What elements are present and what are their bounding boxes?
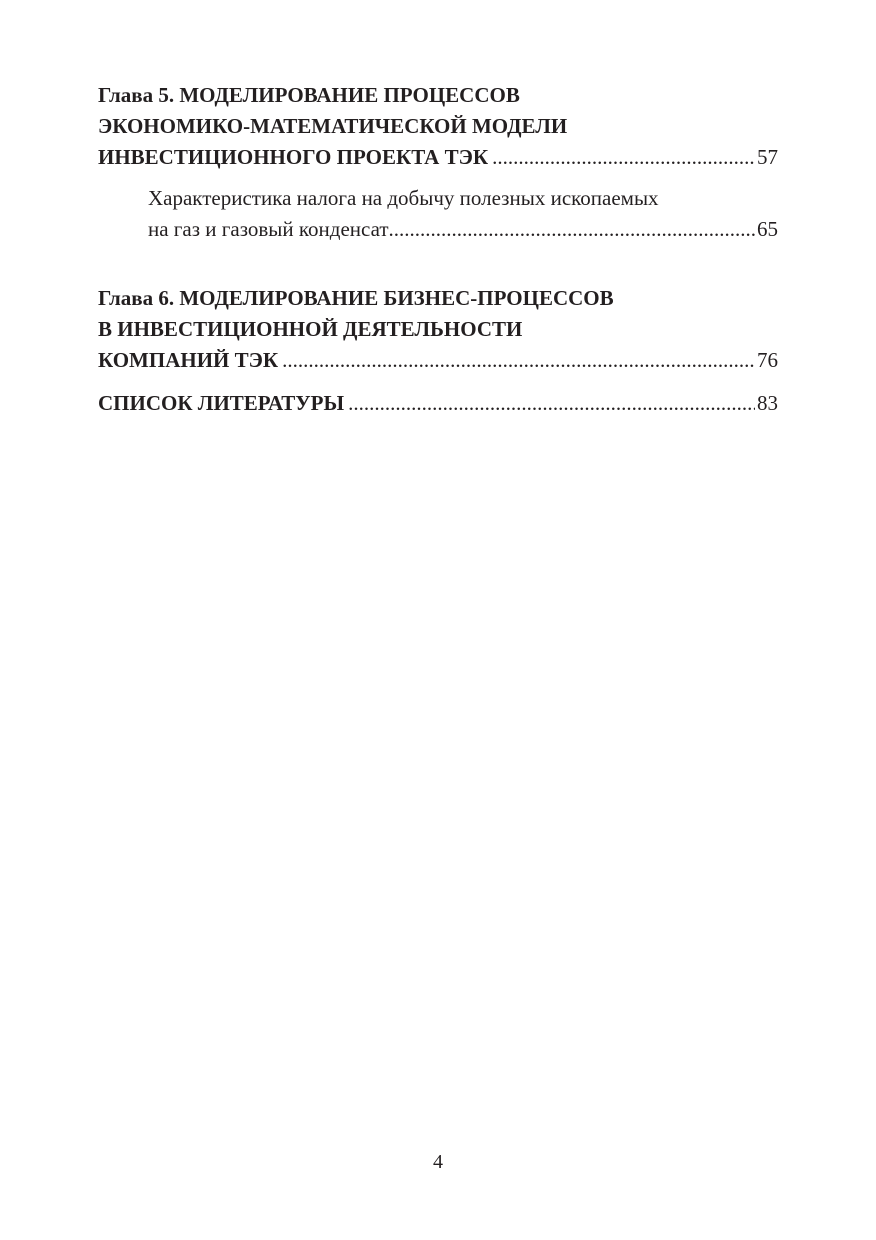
dot-leader bbox=[492, 142, 755, 173]
toc-entry-title-line: КОМПАНИЙ ТЭК bbox=[98, 348, 279, 372]
toc-entry-references[interactable] bbox=[98, 388, 778, 419]
toc-entry-title-line: ИНВЕСТИЦИОННОГО ПРОЕКТА ТЭК bbox=[98, 145, 489, 169]
toc-page-number: 65 bbox=[757, 217, 778, 241]
toc-entry-title-line: ЭКОНОМИКО-МАТЕМАТИЧЕСКОЙ МОДЕЛИ bbox=[98, 114, 568, 138]
toc-entry-last-line bbox=[148, 214, 778, 245]
toc-page-number: 76 bbox=[757, 348, 778, 372]
toc-entry-title-line: Глава 5. МОДЕЛИРОВАНИЕ ПРОЦЕССОВ bbox=[98, 83, 520, 107]
toc-entry-last-line bbox=[98, 142, 778, 173]
toc-page-number: 83 bbox=[757, 391, 778, 415]
page-number: 4 bbox=[433, 1151, 443, 1173]
toc-entry-last-line bbox=[98, 345, 778, 376]
toc-entry-title-line: Глава 6. МОДЕЛИРОВАНИЕ БИЗНЕС-ПРОЦЕССОВ bbox=[98, 286, 614, 310]
toc-entry-subsection-nddpi[interactable] bbox=[98, 183, 778, 245]
dot-leader bbox=[389, 214, 755, 245]
toc-entry-title-line: В ИНВЕСТИЦИОННОЙ ДЕЯТЕЛЬНОСТИ bbox=[98, 317, 523, 341]
table-of-contents bbox=[98, 80, 778, 419]
dot-leader bbox=[348, 388, 755, 419]
toc-entry-last-line bbox=[98, 388, 778, 419]
dot-leader bbox=[282, 345, 755, 376]
toc-entry-chapter-5[interactable] bbox=[98, 80, 778, 173]
toc-entry-title-line: Характеристика налога на добычу полезных ископаемых bbox=[148, 186, 659, 210]
toc-entry-title-line: СПИСОК ЛИТЕРАТУРЫ bbox=[98, 391, 345, 415]
toc-entry-chapter-6[interactable] bbox=[98, 283, 778, 376]
toc-entry-title-line: на газ и газовый конденсат bbox=[148, 217, 389, 241]
toc-page-number: 57 bbox=[757, 145, 778, 169]
